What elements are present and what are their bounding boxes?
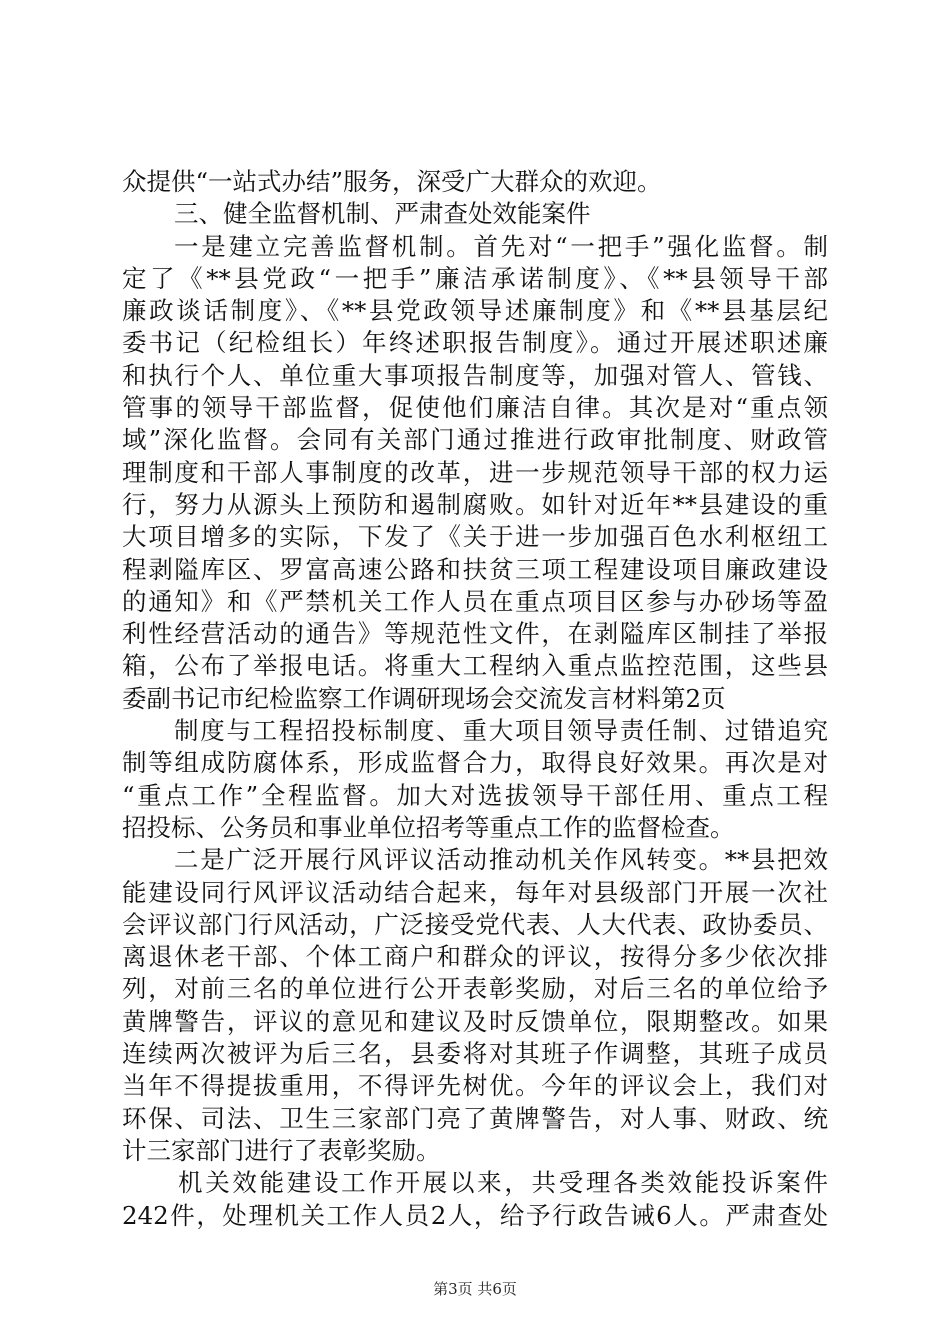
paragraph-line: 列，对前三名的单位进行公开表彰奖励，对后三名的单位给予 <box>122 974 828 1004</box>
paragraph-line: 箱，公布了举报电话。将重大工程纳入重点监控范围，这些县 <box>122 651 828 681</box>
paragraph-line: 机关效能建设工作开展以来，共受理各类效能投诉案件 <box>178 1168 828 1198</box>
paragraph-line: 黄牌警告，评议的意见和建议及时反馈单位，限期整改。如果 <box>122 1006 828 1036</box>
paragraph-line: 委副书记市纪检监察工作调研现场会交流发言材料第2页 <box>122 683 726 713</box>
section-heading: 三、健全监督机制、严肃查处效能案件 <box>174 199 591 229</box>
paragraph-line: 连续两次被评为后三名，县委将对其班子作调整，其班子成员 <box>122 1039 828 1069</box>
paragraph-line: 行，努力从源头上预防和遏制腐败。如针对近年**县建设的重 <box>122 489 828 519</box>
paragraph-line: 能建设同行风评议活动结合起来，每年对县级部门开展一次社 <box>122 877 828 907</box>
paragraph-line: 定了《**县党政“一把手”廉洁承诺制度》、《**县领导干部 <box>122 263 828 293</box>
paragraph-line: 计三家部门进行了表彰奖励。 <box>122 1135 441 1165</box>
page-footer: 第3页 共6页 <box>433 1280 517 1298</box>
text-line: 众提供“一站式办结”服务，深受广大群众的欢迎。 <box>122 167 662 196</box>
paragraph-line: 和执行个人、单位重大事项报告制度等，加强对管人、管钱、 <box>122 360 828 390</box>
body-text <box>122 166 828 1232</box>
paragraph-line: 廉政谈话制度》、《**县党政领导述廉制度》和《**县基层纪 <box>122 296 828 326</box>
paragraph-line: 会评议部门行风活动，广泛接受党代表、人大代表、政协委员、 <box>122 909 828 939</box>
paragraph-line: 离退休老干部、个体工商户和群众的评议，按得分多少依次排 <box>122 942 828 972</box>
paragraph-line: 利性经营活动的通告》等规范性文件，在剥隘库区制挂了举报 <box>122 619 828 649</box>
paragraph-line: 制等组成防腐体系，形成监督合力，取得良好效果。再次是对 <box>122 748 828 778</box>
paragraph-line: 制度与工程招投标制度、重大项目领导责任制、过错追究 <box>174 716 828 746</box>
paragraph-line: 管事的领导干部监督，促使他们廉洁自律。其次是对“重点领 <box>122 393 828 423</box>
paragraph-line: 的通知》和《严禁机关工作人员在重点项目区参与办砂场等盈 <box>122 586 828 616</box>
paragraph-line: 242件，处理机关工作人员2人，给予行政告诫6人。严肃查处 <box>122 1200 828 1230</box>
paragraph-line: 程剥隘库区、罗富高速公路和扶贫三项工程建设项目廉政建设 <box>122 554 828 584</box>
paragraph-line: 大项目增多的实际，下发了《关于进一步加强百色水利枢纽工 <box>122 522 828 552</box>
paragraph-line: “重点工作”全程监督。加大对选拔领导干部任用、重点工程 <box>122 780 828 810</box>
paragraph-line: 委书记（纪检组长）年终述职报告制度》。通过开展述职述廉 <box>122 328 828 358</box>
paragraph-line: 域”深化监督。会同有关部门通过推进行政审批制度、财政管 <box>122 425 828 455</box>
paragraph-line: 二是广泛开展行风评议活动推动机关作风转变。**县把效 <box>174 845 828 875</box>
paragraph-line: 环保、司法、卫生三家部门亮了黄牌警告，对人事、财政、统 <box>122 1103 828 1133</box>
paragraph-line: 当年不得提拔重用，不得评先树优。今年的评议会上，我们对 <box>122 1071 828 1101</box>
paragraph-line: 理制度和干部人事制度的改革，进一步规范领导干部的权力运 <box>122 457 828 487</box>
paragraph-line: 招投标、公务员和事业单位招考等重点工作的监督检查。 <box>122 812 735 842</box>
paragraph-line: 一是建立完善监督机制。首先对“一把手”强化监督。制 <box>174 231 828 261</box>
